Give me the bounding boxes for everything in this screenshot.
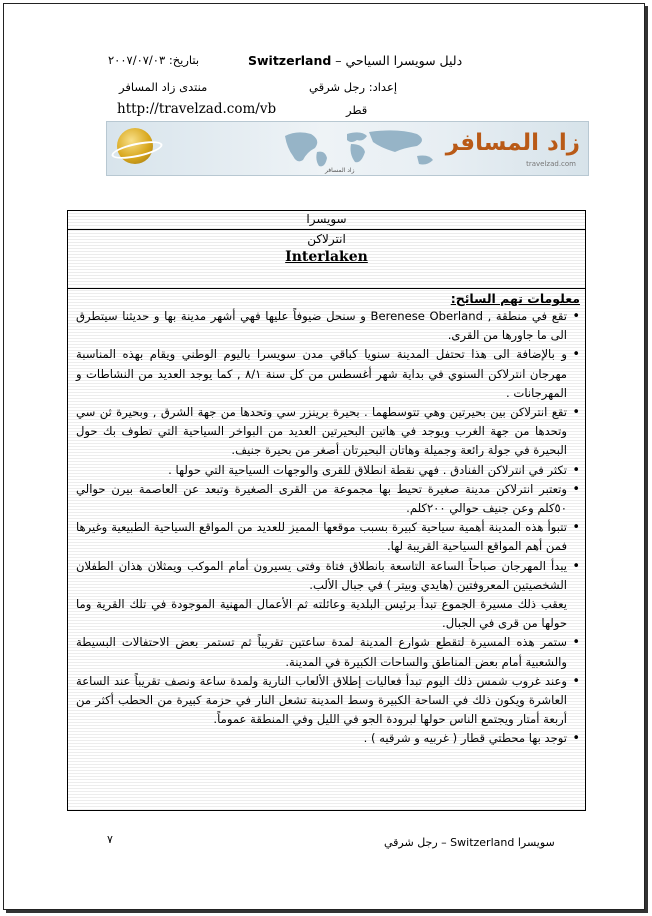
forum-banner[interactable] [106,121,589,176]
page-number: ٧ [107,833,113,846]
forum-logo-text: زاد المسافر [445,130,580,156]
info-bullet: • وتعتبر انترلاكن مدينة صغيرة تحيط بها مجموعة من القرى الصغيرة وتبعد عن العاصمة بيرن حوالي ٥٠كلم وعن جنيف حوالي ٢٠٠كلم. [76,480,567,518]
info-bullet: • توجد بها محطتي قطار ( غربيه و شرقيه ) . [76,729,567,748]
header-date: بتاريخ: ٢٠٠٧/٠٧/٠٣ [108,53,200,67]
footer-text: سويسرا Switzerland – رجل شرقي [384,836,555,849]
info-bullet: • ستمر هذه المسيرة لتقطع شوارع المدينة لمدة ساعتين تقريباً ثم تستمر بعض الاحتفالات البسيطة والشعبية أمام بعض المناطق والساحات الكبيرة في المدينة. [76,633,567,671]
info-bullet: • تتبوأ هذه المدينة أهمية سياحية كبيرة بسبب موقعها المميز للعديد من المواقع السياحية الطبيعية وغيرها فمن أهم المواقع السياحية القريبة لها. [76,518,567,556]
header-author: إعداد: رجل شرقي [309,80,398,94]
info-table [67,210,586,811]
banner-caption: زاد المسافر [325,167,355,174]
city-title-en: Interlaken [285,249,368,265]
info-paragraph: يعقب ذلك مسيرة الجموع تبدأ برئيس البلدية وعائلته ثم الأعمال المهنية الموجودة في تلك القرية وما حولها من قرى في الجبال. [76,597,567,631]
header-url[interactable]: http://travelzad.com/vb [117,101,277,117]
info-bullet: • تقع انترلاكن بين بحيرتين وهي تتوسطهما . بحيرة برينزر سي وتحدها من جهة الشرق , وبحيرة ثن سي وتحدها من جهة الغرب ويوجد في هاتين البحيرتين العديد من البواخر السياحية التي تطوف بك حول البحيرة في جولة رائعة وجميلة وهاتان البحيرتان أصغر من بحيرة جنيف. [76,403,567,461]
country-title: سويسرا [68,211,585,230]
world-map-icon [277,126,467,170]
guide-title-en: Switzerland [248,53,332,68]
city-title-cell [68,230,585,289]
guide-title-ar: دليل سويسرا السياحي – [335,53,463,68]
info-bullet: • تقع في منطقة , Berenese Oberland و سنحل ضيوفاً عليها فهي أشهر مدينة بها و حديثنا سيتطرق الى ما جاورها من القرى. [76,307,567,345]
info-body [68,289,585,810]
info-list [76,307,580,749]
info-heading: معلومات تهم السائح: [450,291,580,306]
forum-logo-sub: travelzad.com [526,160,576,168]
info-bullet: • يبدأ المهرجان صباحاً الساعة التاسعة بانطلاق فتاة وفتى يسيرون أمام الموكب ويمثلان هذان الطفلان الشخصيتين المعروفتين (هايدي وبيتر ) في جبال الألب. [76,557,567,595]
header-country: قطر [346,103,368,117]
info-bullet: • و بالإضافة الى هذا تحتفل المدينة سنويا كباقي مدن سويسرا باليوم الوطني ويقام بهذه المناسبة مهرجان انترلاكن السنوي في بداية شهر أغسطس من كل سنة ٨/١ , كما يوجد العديد من النشاطات و المهرجانات . [76,345,567,403]
info-bullet: • تكثر في انترلاكن الفنادق . فهي نقطة انطلاق للقرى والوجهات السياحية التي حولها . [76,461,567,480]
info-bullet: • وعند غروب شمس ذلك اليوم تبدأ فعاليات إطلاق الألعاب النارية ولمدة ساعة ونصف تقريباً عند الساعة العاشرة ويكون ذلك في الساحة الكبيرة وسط المدينة تشعل النار في حزمة كبيرة من الحطب أكثر من أربعة أمتار ويجتمع الناس حولها لبرودة الجو في الليل وفي المنطقة عموماً. [76,672,567,730]
city-title-ar: انترلاكن [307,232,346,246]
header-forum: منتدى زاد المسافر [119,80,208,94]
guide-title [248,53,462,68]
